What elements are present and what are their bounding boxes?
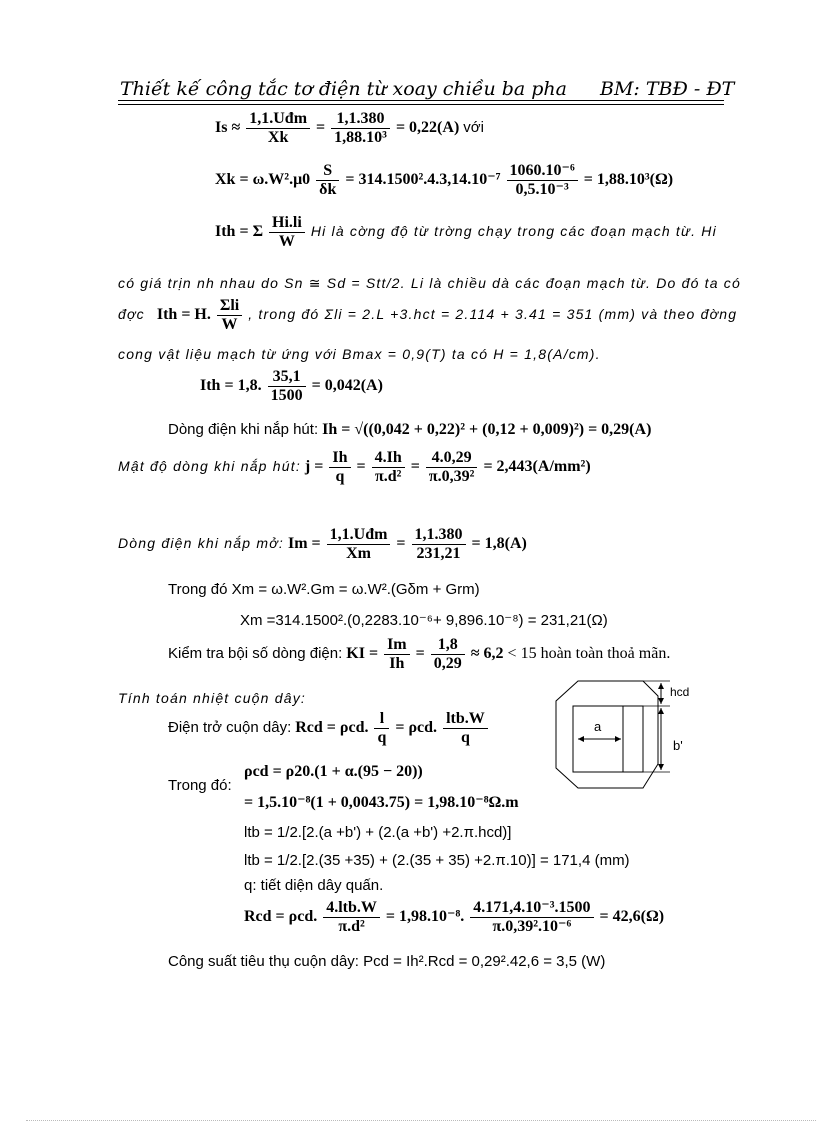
equation-rcd: Điện trở cuộn dây: Rcd = ρcd. $\frac{l}{q}$ = ρcd. $\frac{\text{ltb.W}}{q}$ <box>168 710 490 747</box>
equation-ih: Dòng điện khi nắp hút: Ih = √((0,042 + 0,22)² + (0,12 + 0,009)²) = 0,29(A) <box>168 421 652 438</box>
equation-rho-definition: ρcd = ρ20.(1 + α.(95 − 20)) <box>244 763 423 780</box>
text-ltb-formula: ltb = 1/2.[2.(a +b') + (2.(a +b') +2.π.hcd)] <box>244 824 512 841</box>
equation-j: Mật độ dòng khi nắp hút: j = $\frac{Ih}{q}$ = $\frac{4.Ih}{\text{π.d²}}$ = $\frac{4.0,29}{\text{π.0,39²}}$ = 2,443(A/mm²) <box>118 449 591 485</box>
equation-ith-value: Ith = 1,8. $\frac{35,1}{1500}$ = 0,042(A) <box>200 368 383 404</box>
header-title: Thiết kế công tắc tơ điện từ xoay chiều ba pha <box>120 78 567 100</box>
page-bottom-rule <box>26 1120 816 1121</box>
equation-is: Is ≈ $\frac{\text{1,1.Uđm}}{Xk}$ = $\frac{1,1.380}{\text{1,88.10³}}$ = 0,22(A) với <box>215 110 484 146</box>
text-q-definition: q: tiết diện dây quấn. <box>244 877 384 894</box>
label-a: a <box>594 719 602 734</box>
text-trong-do-xm: Trong đó Xm = ω.W².Gm = ω.W².(Gδm + Grm) <box>168 581 480 598</box>
equation-ith-sum: Ith = Σ $\frac{Hi.li}{W}$ Hi là cờng độ từ trờng chạy trong các đoạn mạch từ. Hi <box>215 214 717 250</box>
text-trong-do-rho: Trong đó: <box>168 777 232 794</box>
coil-cross-section-diagram <box>548 676 698 798</box>
equation-rcd-value: Rcd = ρcd. $\frac{\text{4.ltb.W}}{\text{π.d²}}$ = 1,98.10⁻⁸. $\frac{\text{4.171,4.10⁻³.1500}}{\text{π.0,39².10⁻⁶}}$ = 42,6(Ω) <box>244 899 665 935</box>
label-b: b' <box>673 738 683 753</box>
header-rule-thin <box>118 104 724 105</box>
equation-rho-value: = 1,5.10⁻⁸(1 + 0,0043.75) = 1,98.10⁻⁸Ω.m <box>244 794 519 811</box>
equation-im: Dòng điện khi nắp mở: Im = $\frac{\text{1,1.Uđm}}{Xm}$ = $\frac{1,1.380}{231,21}$ = 1,8(A) <box>118 526 527 562</box>
section-tinh-toan-nhiet: Tính toán nhiệt cuộn dây: <box>118 690 306 706</box>
equation-ith-h: đợc Ith = H. $\frac{\text{Σli}}{W}$ , trong đó Σli = 2.L +3.hct = 2.114 + 3.41 = 351 (mm) và theo đờng <box>118 297 738 333</box>
equation-xk: Xk = ω.W².μ0 $\frac{S}{\delta k}$ = 314.1500².4.3,14.10⁻⁷ $\frac{\text{1060.10⁻⁶}}{\text{0,5.10⁻³}}$ = 1,88.10³(Ω) <box>215 162 674 198</box>
label-hcd: hcd <box>670 685 690 699</box>
text-ltb-value: ltb = 1/2.[2.(35 +35) + (2.(35 + 35) +2.π.10)] = 171,4 (mm) <box>244 852 630 869</box>
equation-ki: Kiểm tra bội số dòng điện: KI = $\frac{Im}{Ih}$ = $\frac{1,8}{0,29}$ ≈ 6,2 < 15 hoàn toàn thoả mãn. <box>168 636 671 672</box>
text-cong-suat: Công suất tiêu thụ cuộn dây: Pcd = Ih².Rcd = 0,29².42,6 = 3,5 (W) <box>168 953 606 970</box>
text-xm-value: Xm =314.1500².(0,2283.10⁻⁶+ 9,896.10⁻⁸) = 231,21(Ω) <box>240 612 608 629</box>
text-gia-tri: có giá trịn nh nhau do Sn ≅ Sd = Stt/2. Li là chiều dà các đoạn mạch từ. Do đó ta có <box>118 275 741 291</box>
text-cong-vat-lieu: cong vật liệu mạch từ ứng với Bmax = 0,9(T) ta có H = 1,8(A/cm). <box>118 346 601 362</box>
header-code: BM: TBĐ - ĐT <box>600 78 735 100</box>
header-rule <box>118 100 724 101</box>
